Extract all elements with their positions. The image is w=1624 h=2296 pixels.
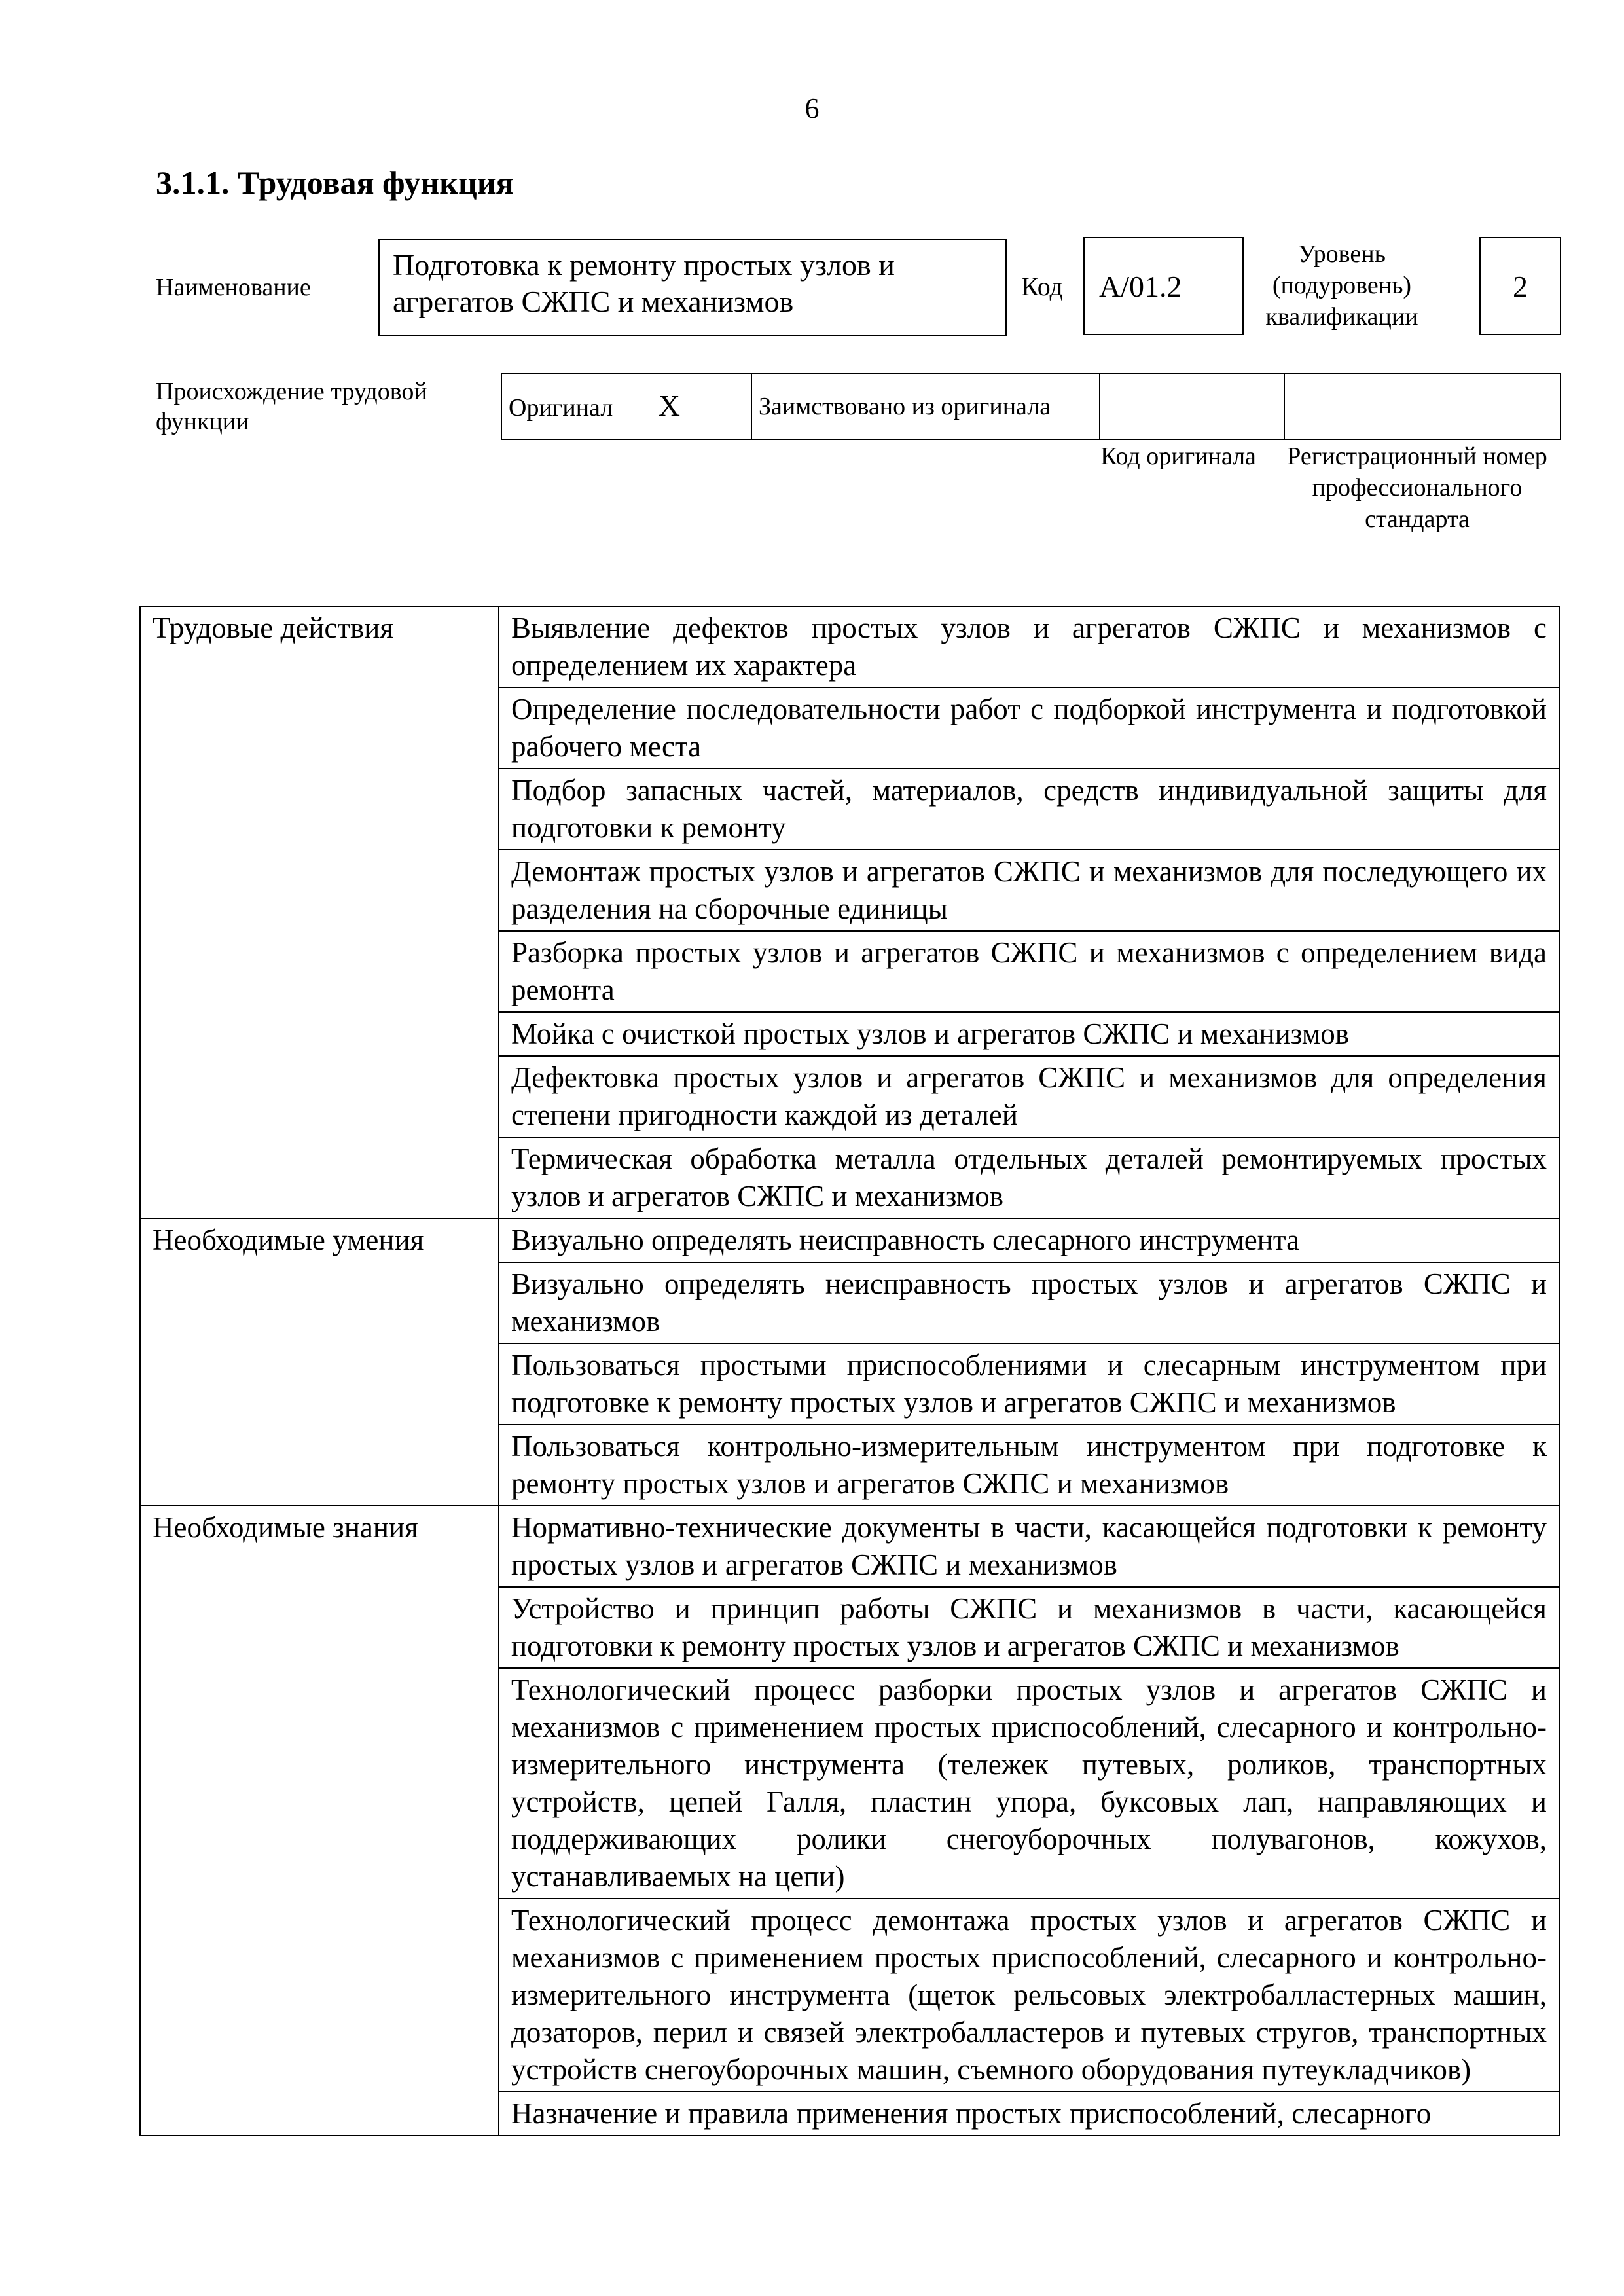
list-item: Пользоваться контрольно-измерительным инструментом при подготовке к ремонту простых узлов и агрегатов СЖПС и механизмов [499,1425,1559,1506]
list-item: Подбор запасных частей, материалов, средств индивидуальной защиты для подготовки к ремонту [499,769,1559,850]
code-box: А/01.2 [1083,237,1244,335]
origin-original-label: Оригинал [509,393,613,422]
page-number: 6 [804,92,820,124]
list-item: Мойка с очисткой простых узлов и агрегатов СЖПС и механизмов [499,1012,1559,1056]
section-title-skills: Необходимые умения [140,1218,499,1506]
list-item: Дефектовка простых узлов и агрегатов СЖПС и механизмов для определения степени пригодности каждой из деталей [499,1056,1559,1137]
list-item: Термическая обработка металла отдельных деталей ремонтируемых простых узлов и агрегатов СЖПС и механизмов [499,1137,1559,1218]
origin-original-cell [501,374,751,439]
function-details-table [139,606,1560,2136]
list-item: Устройство и принцип работы СЖПС и механизмов в части, касающейся подготовки к ремонту простых узлов и агрегатов СЖПС и механизмов [499,1587,1559,1668]
level-label: Уровень (подуровень) квалификации [1265,240,1418,331]
code-label: Код [1021,272,1063,301]
reg-number-caption: Регистрационный номер профессионального стандарта [1287,443,1547,533]
list-item: Определение последовательности работ с подборкой инструмента и подготовкой рабочего места [499,687,1559,769]
list-item: Нормативно-технические документы в части, касающейся подготовки к ремонту простых узлов и агрегатов СЖПС и механизмов [499,1506,1559,1587]
list-item: Технологический процесс демонтажа простых узлов и агрегатов СЖПС и механизмов с применением простых приспособлений, слесарного и контрольно-измерительного инструмента (щеток рельсовых электробалластерных машин, дозаторов, перил и связей электробалластеров и путевых стругов, транспортных устройств снегоуборочных машин, съемного оборудования путеукладчиков) [499,1899,1559,2092]
section-title-actions: Трудовые действия [140,606,499,1218]
section-title: 3.1.1. Трудовая функция [156,164,514,201]
list-item: Разборка простых узлов и агрегатов СЖПС и механизмов с определением вида ремонта [499,931,1559,1012]
level-box: 2 [1479,237,1561,335]
list-item: Выявление дефектов простых узлов и агрегатов СЖПС и механизмов с определением их характера [499,606,1559,687]
list-item: Назначение и правила применения простых приспособлений, слесарного [499,2092,1559,2136]
origin-table [501,373,1561,440]
table-row [140,1218,1559,1262]
table-row [140,606,1559,687]
list-item: Технологический процесс разборки простых узлов и агрегатов СЖПС и механизмов с применением простых приспособлений, слесарного и контрольно-измерительного инструмента (тележек путевых, роликов, транспортных устройств, цепей Галля, пластин упора, буксовых лап, направляющих и поддерживающих ролики снегоуборочных полувагонов, кожухов, устанавливаемых на цепи) [499,1668,1559,1899]
reg-number-cell [1284,374,1561,439]
origin-label: Происхождение трудовой функции [156,378,427,435]
original-code-cell [1100,374,1284,439]
original-code-caption: Код оригинала [1100,443,1256,470]
origin-original-mark: X [658,388,680,422]
list-item: Пользоваться простыми приспособлениями и слесарным инструментом при подготовке к ремонту простых узлов и агрегатов СЖПС и механизмов [499,1343,1559,1425]
origin-borrowed-cell: Заимствовано из оригинала [751,374,1100,439]
list-item: Демонтаж простых узлов и агрегатов СЖПС и механизмов для последующего их разделения на сборочные единицы [499,850,1559,931]
section-title-knowledge: Необходимые знания [140,1506,499,2136]
list-item: Визуально определять неисправность простых узлов и агрегатов СЖПС и механизмов [499,1262,1559,1343]
list-item: Визуально определять неисправность слесарного инструмента [499,1218,1559,1262]
name-label: Наименование [156,274,311,301]
function-name-box: Подготовка к ремонту простых узлов и агрегатов СЖПС и механизмов [378,239,1007,336]
table-row [140,1506,1559,1587]
